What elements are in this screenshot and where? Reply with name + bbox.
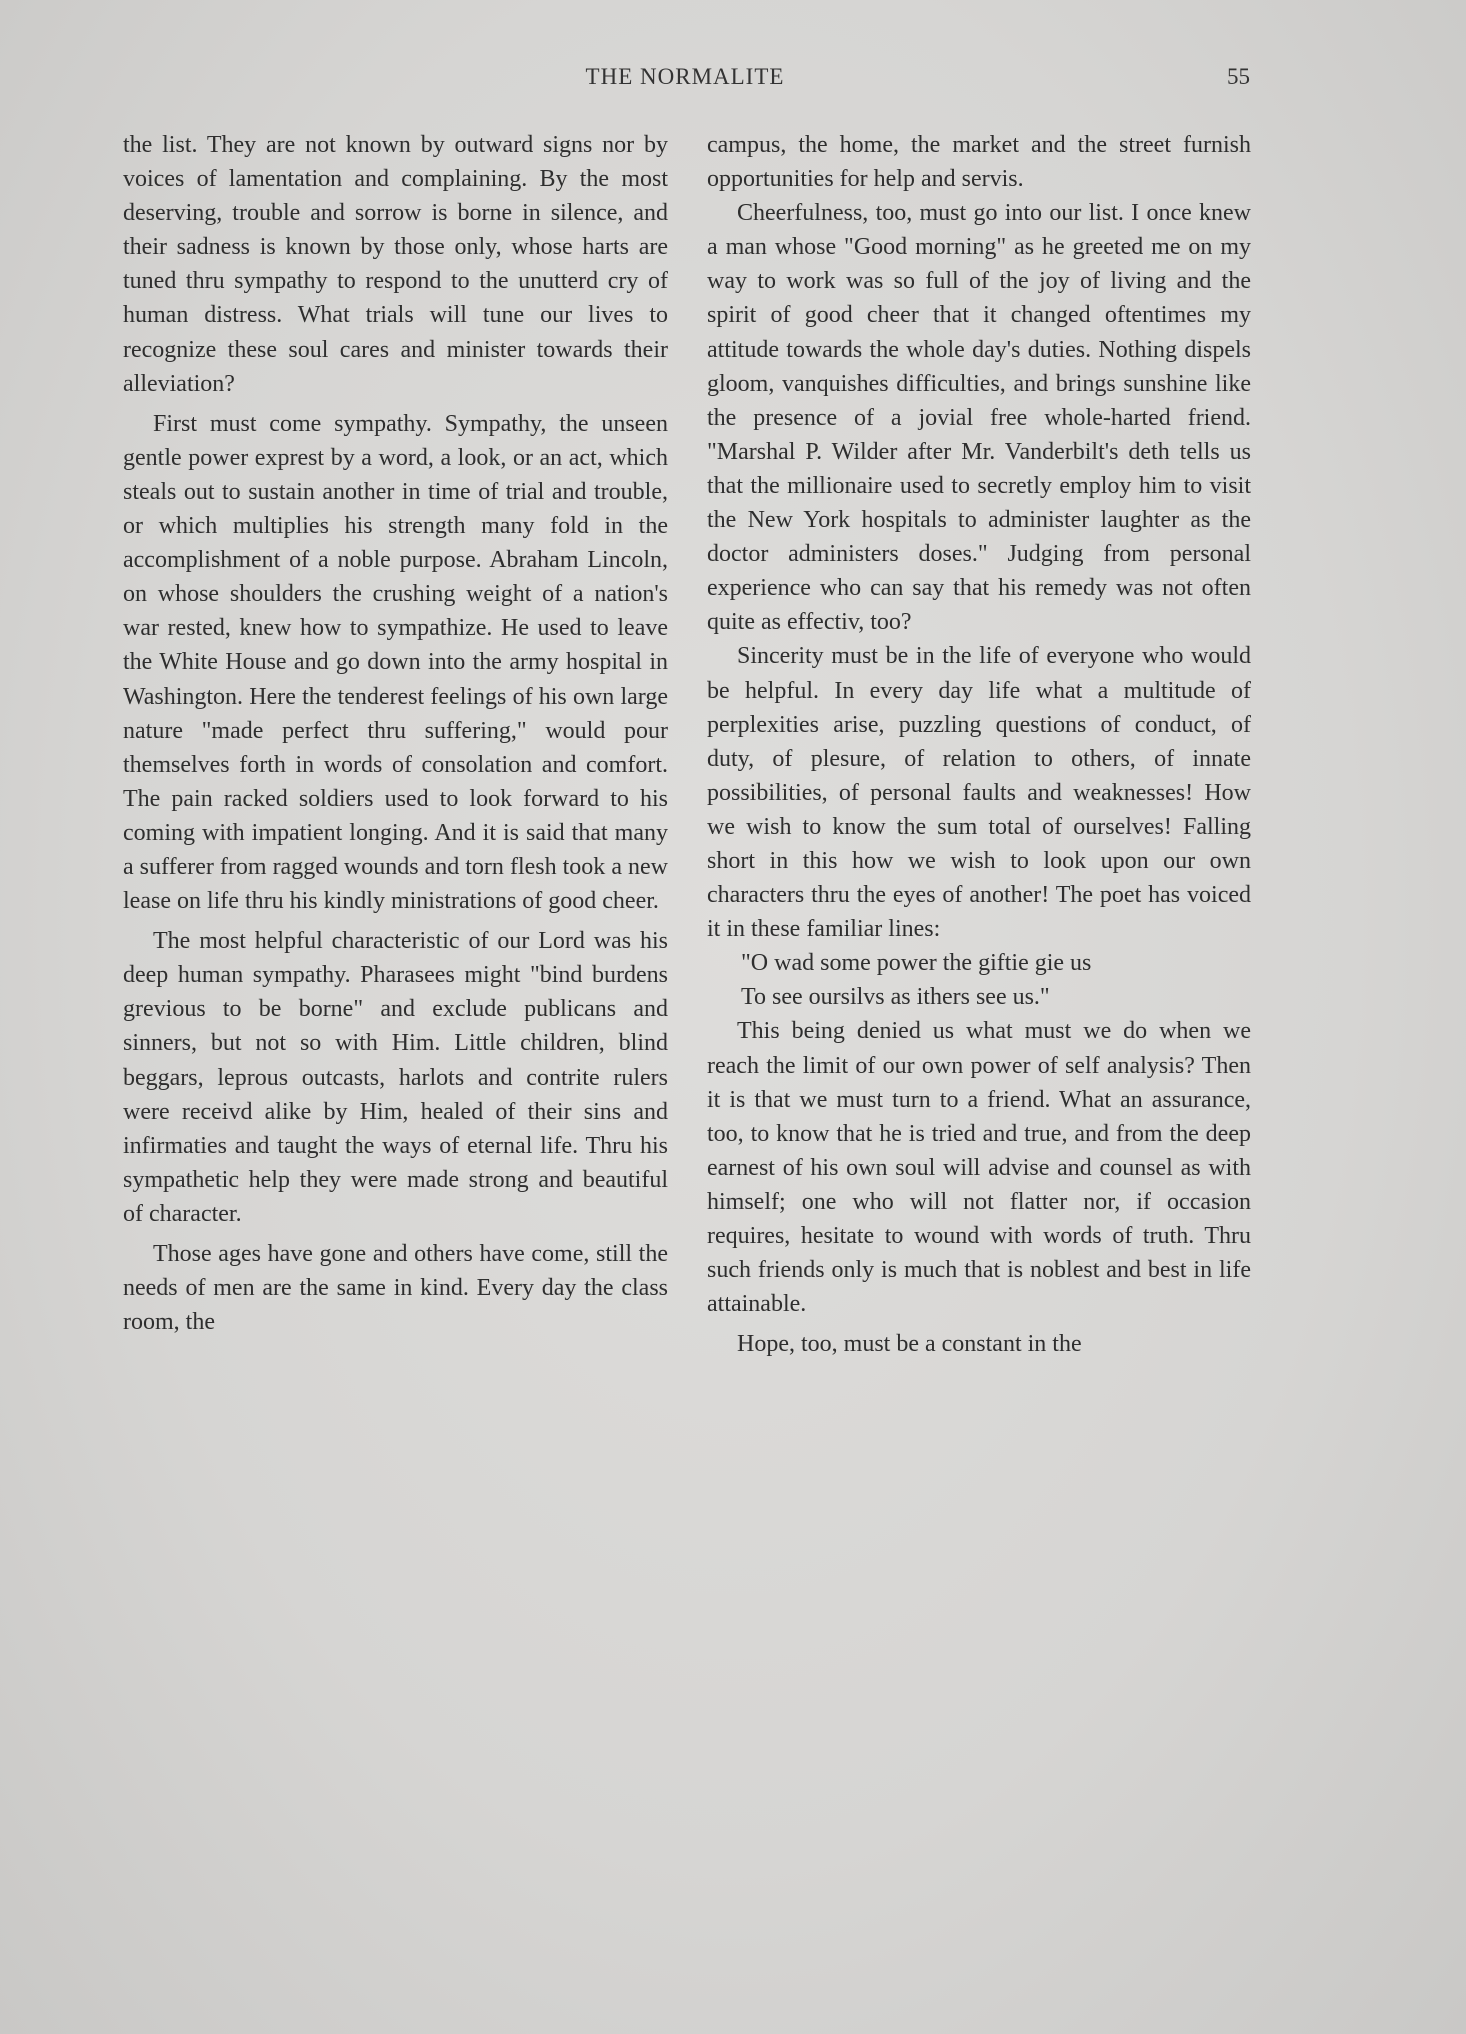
paragraph-self-analysis: This being denied us what must we do when we reach the limit of our own power of self analysis? Then it is that we must turn to a friend. What an assurance, too, to know that he is tried and true, and from the deep earnest of his own soul will advise and counsel as with himself; one who will not flatter nor, if occasion requires, hesitate to wound with words of truth. Thru such friends only is much that is noblest and best in life attainable. [707,1018,1251,1318]
paragraph-sympathy: First must come sympathy. Sympathy, the unseen gentle power exprest by a word, a look, or an act, which steals out to sustain another in time of trial and trouble, or which multiplies his strength many fold in the accomplishment of a noble purpose. Abraham Lincoln, on whose shoulders the crushing weight of a nation's war rested, knew how to sympathize. He used to leave the White House and go down into the army hospital in Washington. Here the tenderest feelings of his own large nature "made perfect thru suffering," would pour themselves forth in words of consolation and comfort. The pain racked soldiers used to look forward to his coming with impatient longing. And it is said that many a sufferer from ragged wounds and torn flesh took a new lease on life thru his kindly ministrations of good cheer. [123,410,668,915]
running-header [120,64,1250,94]
paragraph-hope: Hope, too, must be a constant in the [737,1331,1082,1358]
right-column [707,128,1251,1361]
poem-line: "O wad some power the giftie gie us [741,950,1092,977]
poem-line: To see oursilvs as ithers see us." [741,984,1050,1011]
paragraph-ages: Those ages have gone and others have come, still the needs of men are the same in kind. Every day the class room, the [123,1241,668,1336]
left-column [123,128,668,1339]
poem-quote [707,946,1251,1014]
page-number: 55 [1227,64,1250,89]
paragraph-cheerfulness: Cheerfulness, too, must go into our list. I once knew a man whose "Good morning" as he greeted me on my way to work was so full of the joy of living and the spirit of good cheer that it changed oftentimes my attitude towards the whole day's duties. Nothing dispels gloom, vanquishes difficulties, and brings sunshine like the presence of a jovial free whole-harted friend. "Marshal P. Wilder after Mr. Vanderbilt's deth tells us that the millionaire used to secretly employ him to visit the New York hospitals to administer laughter as the doctor administers doses." Judging from personal experience who can say that his remedy was not often quite as effectiv, too? [707,200,1251,636]
paragraph-continuation: the list. They are not known by outward signs nor by voices of lamentation and complaining. By the most deserving, trouble and sorrow is borne in silence, and their sadness is known by those only, whose harts are tuned thru sympathy to respond to the unutterd cry of human distress. What trials will tune our lives to recognize these soul cares and minister towards their alleviation? [123,132,668,397]
paragraph-sincerity: Sincerity must be in the life of everyone who would be helpful. In every day life what a multitude of perplexities arise, puzzling questions of conduct, of duty, of plesure, of relation to others, of innate possibilities, of personal faults and weaknesses! How we wish to know the sum total of ourselves! Falling short in this how we wish to look upon our own characters thru the eyes of another! The poet has voiced it in these familiar lines: [707,643,1251,943]
paragraph-our-lord: The most helpful characteristic of our Lord was his deep human sympathy. Pharasees might "bind burdens grevious to be borne" and exclude publicans and sinners, but not so with Him. Little children, blind beggars, leprous outcasts, harlots and contrite rulers were receivd alike by Him, healed of their sins and infirmaties and taught the ways of eternal life. Thru his sympathetic help they were made strong and beautiful of character. [123,928,668,1227]
paragraph-campus: campus, the home, the market and the street furnish opportunities for help and servis. [707,132,1251,193]
journal-title: THE NORMALITE [585,64,785,89]
